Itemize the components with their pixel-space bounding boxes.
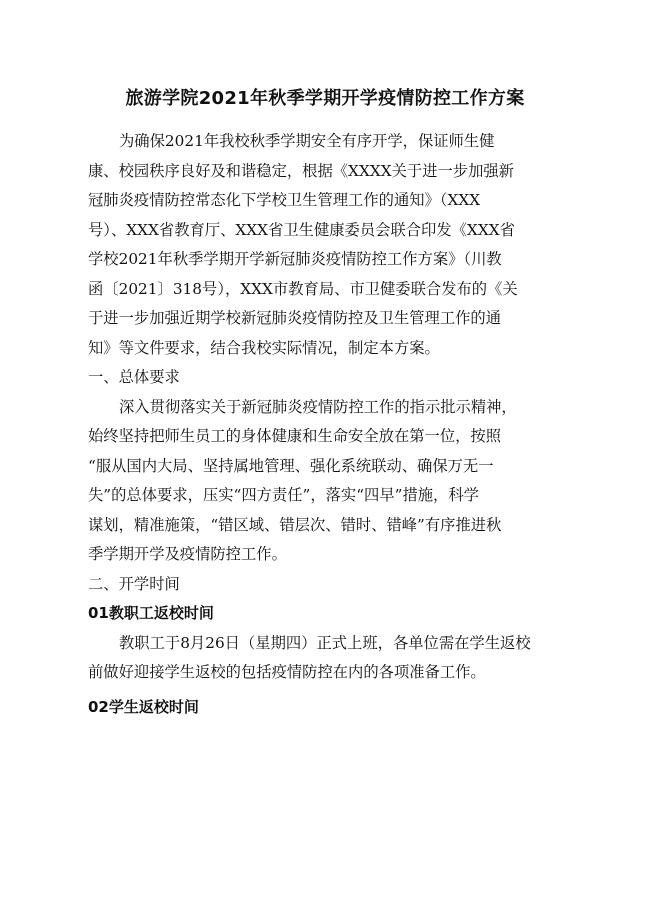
paragraph-line: 季学期开学及疫情防控工作。 xyxy=(88,545,287,563)
document-body xyxy=(88,127,556,722)
staff-return-paragraph xyxy=(88,629,556,688)
paragraph-line: 知》等文件要求，结合我校实际情况，制定本方案。 xyxy=(88,338,440,357)
paragraph-line: 函〔2021〕318号），XXX市教育局、市卫健委联合发布的《关 xyxy=(88,279,518,298)
paragraph-line: 始终坚持把师生员工的身体健康和生命安全放在第一位，按照 xyxy=(88,427,502,445)
paragraph-line: “服从国内大局、坚持属地管理、强化系统联动、确保万无一 xyxy=(88,456,494,475)
intro-paragraph xyxy=(88,127,556,363)
document-title: 旅游学院2021年秋季学期开学疫情防控工作方案 xyxy=(125,88,525,109)
section-heading-general-requirements: 一、总体要求 xyxy=(88,368,180,386)
paragraph-line: 为确保2021年我校秋季学期安全有序开学，保证师生健 xyxy=(119,132,495,150)
general-requirements-paragraph xyxy=(88,393,556,570)
paragraph-line: 康、校园秩序良好及和谐稳定，根据《XXXX关于进一步加强新 xyxy=(88,161,514,180)
subheading-staff-return-time: 01教职工返校时间 xyxy=(88,604,214,622)
paragraph-line: 冠肺炎疫情防控常态化下学校卫生管理工作的通知》（XXX xyxy=(88,191,481,209)
section-heading-school-start-time: 二、开学时间 xyxy=(88,574,180,593)
paragraph-line: 深入贯彻落实关于新冠肺炎疫情防控工作的指示批示精神， xyxy=(119,397,517,416)
paragraph-line: 于进一步加强近期学校新冠肺炎疫情防控及卫生管理工作的通 xyxy=(88,309,502,327)
subheading-student-return-time: 02学生返校时间 xyxy=(88,697,199,716)
paragraph-line: 学校2021年秋季学期开学新冠肺炎疫情防控工作方案》（川教 xyxy=(88,250,502,268)
paragraph-line: 失”的总体要求，压实“四方责任”，落实“四早”措施，科学 xyxy=(88,486,479,504)
paragraph-line: 前做好迎接学生返校的包括疫情防控在内的各项准备工作。 xyxy=(88,663,486,681)
paragraph-line: 教职工于8月26日（星期四）正式上班，各单位需在学生返校 xyxy=(119,633,531,652)
paragraph-line: 号）、XXX省教育厅、XXX省卫生健康委员会联合印发《XXX省 xyxy=(88,220,515,239)
paragraph-line: 谋划，精准施策，“错区域、错层次、错时、错峰”有序推进秋 xyxy=(88,515,502,534)
